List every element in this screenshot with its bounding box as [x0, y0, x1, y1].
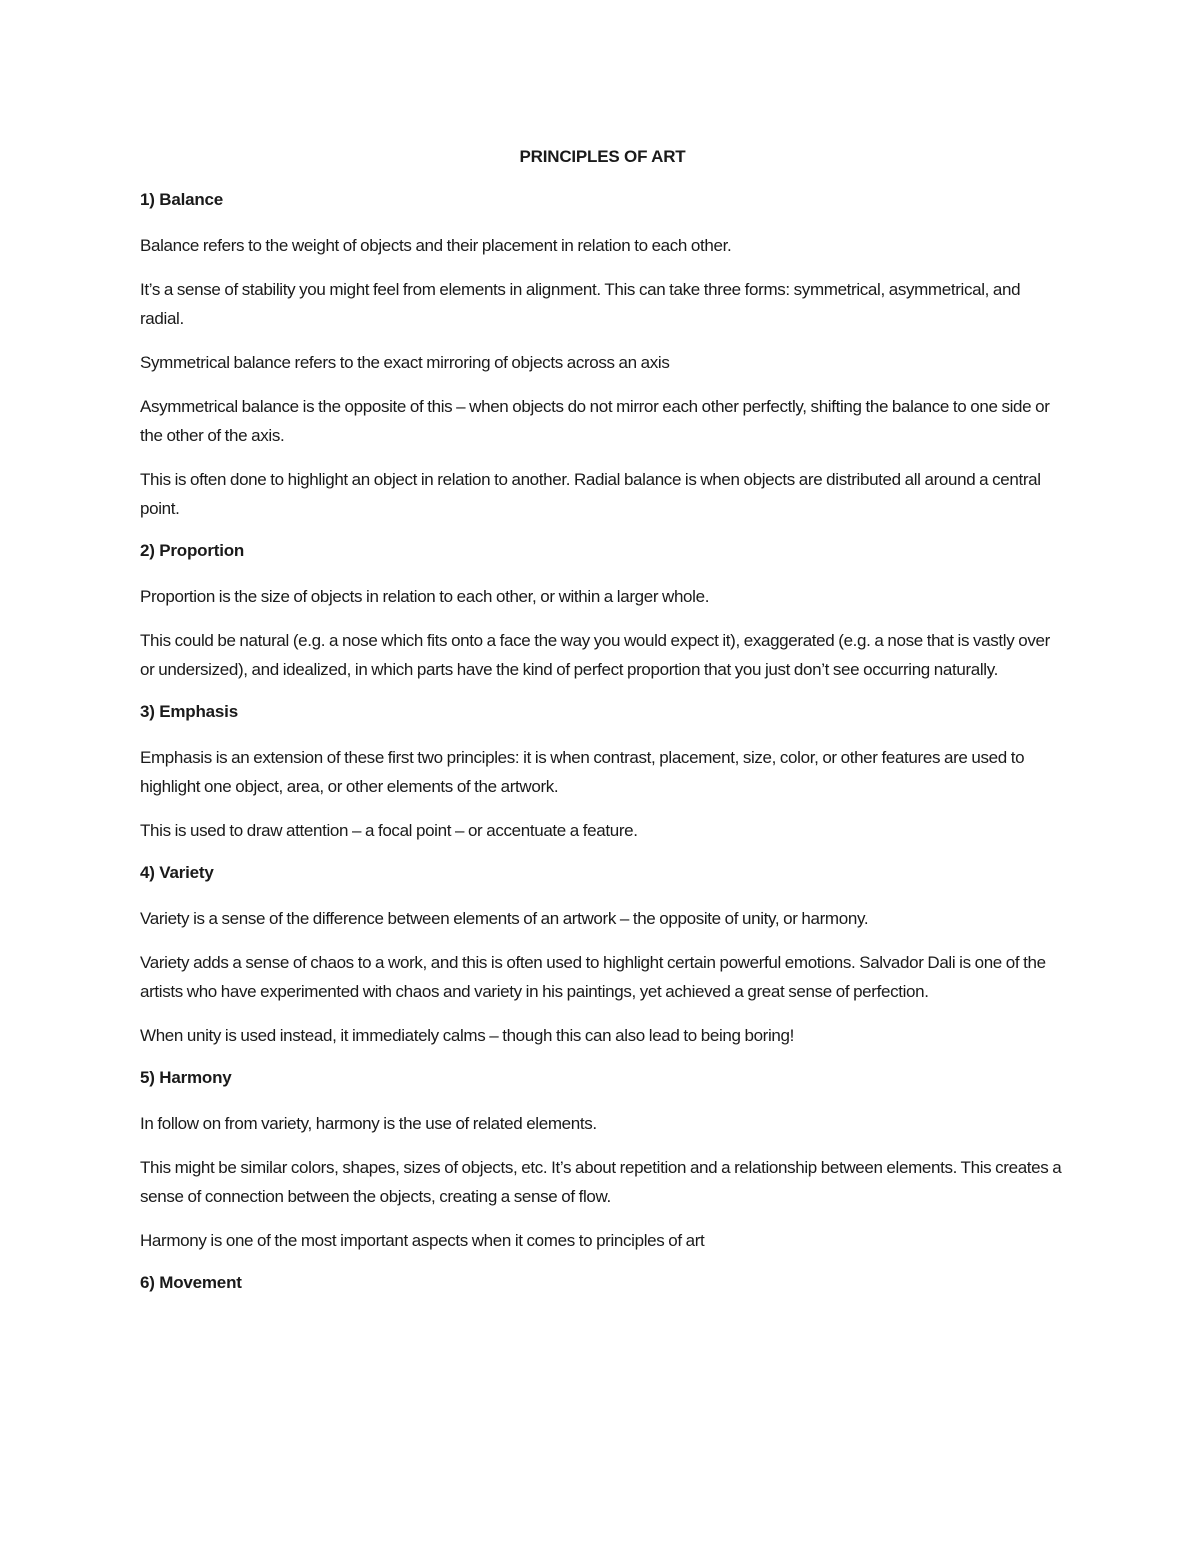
- section-harmony: [140, 1065, 1065, 1255]
- paragraph: Harmony is one of the most important aspects when it comes to principles of art: [140, 1231, 705, 1250]
- paragraph: Variety adds a sense of chaos to a work, and this is often used to highlight certain powerful emotions. Salvador Dali is one of the artists who have experimented with chaos and variety in his paintings, yet achieved a great sense of perfection.: [140, 953, 1046, 1001]
- section-heading: 3) Emphasis: [140, 702, 238, 721]
- page-title: PRINCIPLES OF ART: [519, 147, 686, 166]
- section-proportion: [140, 538, 1065, 684]
- document-body: [140, 144, 1065, 1314]
- section-heading: 1) Balance: [140, 190, 224, 209]
- paragraph: This is used to draw attention – a focal point – or accentuate a feature.: [140, 821, 638, 840]
- paragraph: Emphasis is an extension of these first two principles: it is when contrast, placement, size, color, or other features are used to highlight one object, area, or other elements of the artwork.: [140, 748, 1025, 796]
- paragraph: This is often done to highlight an object in relation to another. Radial balance is when objects are distributed all around a central point.: [140, 470, 1041, 518]
- paragraph: Variety is a sense of the difference between elements of an artwork – the opposite of unity, or harmony.: [140, 909, 869, 928]
- section-emphasis: [140, 699, 1065, 845]
- paragraph: Proportion is the size of objects in relation to each other, or within a larger whole.: [140, 587, 710, 606]
- paragraph: It’s a sense of stability you might feel from elements in alignment. This can take three forms: symmetrical, asymmetrical, and radial.: [140, 280, 1021, 328]
- paragraph: This might be similar colors, shapes, sizes of objects, etc. It’s about repetition and a relationship between elements. This creates a sense of connection between the objects, creating a sense of flow.: [140, 1158, 1062, 1206]
- section-heading: 2) Proportion: [140, 541, 245, 560]
- paragraph: Symmetrical balance refers to the exact mirroring of objects across an axis: [140, 353, 670, 372]
- paragraph: In follow on from variety, harmony is the use of related elements.: [140, 1114, 597, 1133]
- section-balance: [140, 187, 1065, 523]
- paragraph: Asymmetrical balance is the opposite of this – when objects do not mirror each other perfectly, shifting the balance to one side or the other of the axis.: [140, 397, 1050, 445]
- section-movement: [140, 1270, 1065, 1296]
- section-variety: [140, 860, 1065, 1050]
- section-heading: 5) Harmony: [140, 1068, 232, 1087]
- paragraph: This could be natural (e.g. a nose which fits onto a face the way you would expect it), exaggerated (e.g. a nose that is vastly over or undersized), and idealized, in which parts have the kind of perfect proportion that you just don’t see occurring naturally.: [140, 631, 1050, 679]
- section-heading: 4) Variety: [140, 863, 214, 882]
- section-heading: 6) Movement: [140, 1273, 242, 1292]
- paragraph: Balance refers to the weight of objects and their placement in relation to each other.: [140, 236, 732, 255]
- paragraph: When unity is used instead, it immediately calms – though this can also lead to being boring!: [140, 1026, 795, 1045]
